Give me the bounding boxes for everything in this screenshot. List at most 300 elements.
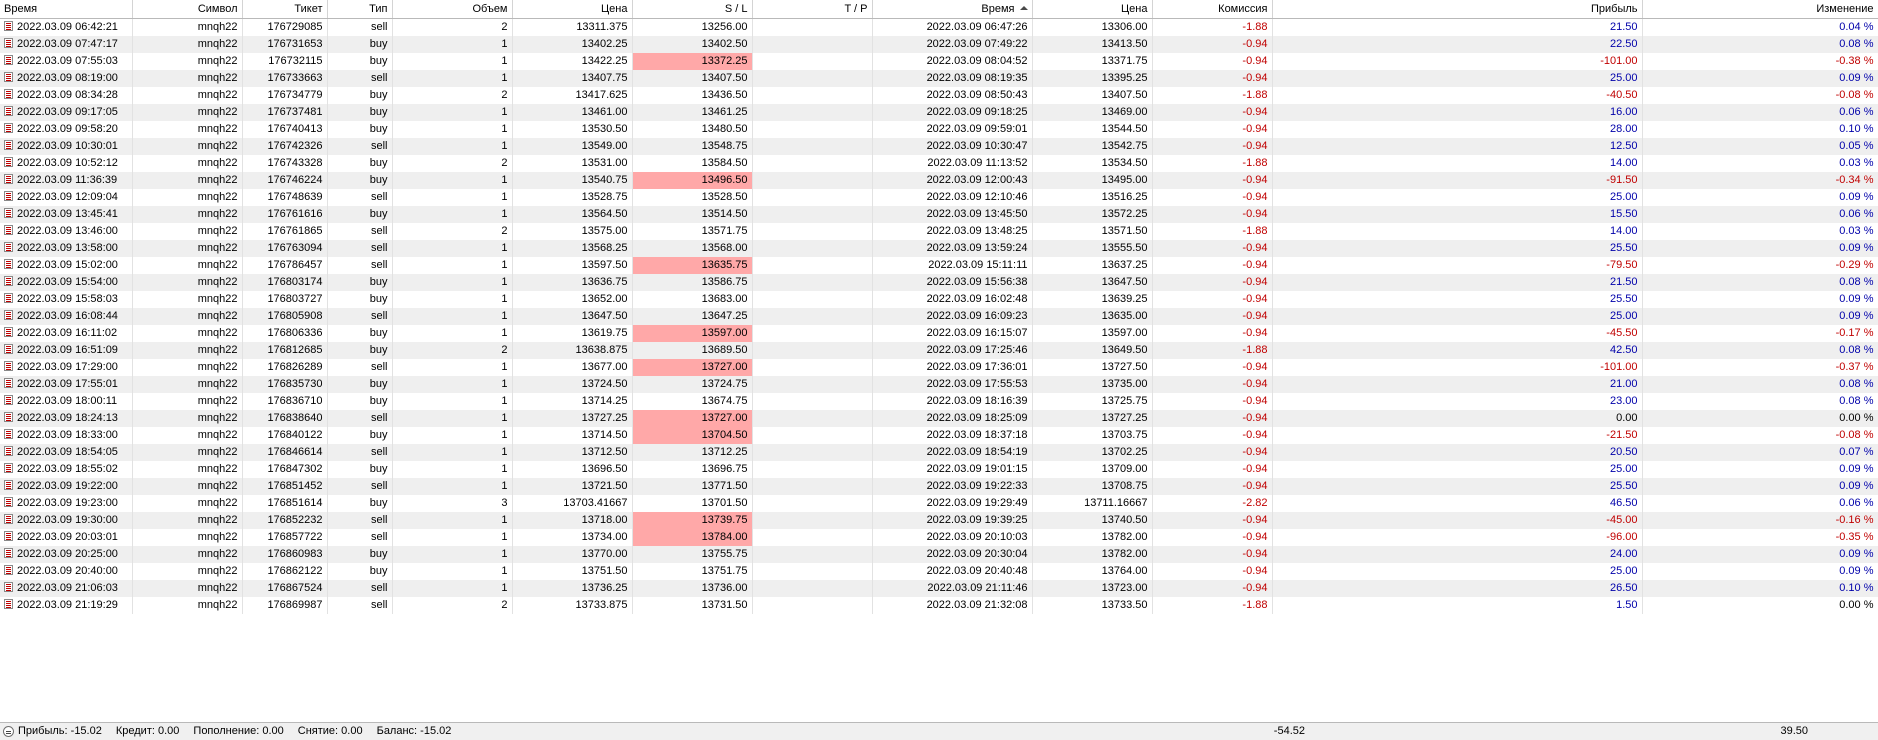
order-record-icon xyxy=(4,55,13,65)
cell-commission: -1.88 xyxy=(1152,342,1272,359)
cell-price_close: 13647.50 xyxy=(1032,274,1152,291)
table-row[interactable] xyxy=(0,495,1878,512)
cell-price_close: 13407.50 xyxy=(1032,87,1152,104)
cell-ticket: 176805908 xyxy=(242,308,327,325)
cell-type: sell xyxy=(327,18,392,36)
cell-text: 2022.03.09 19:22:00 xyxy=(17,479,118,492)
cell-type: sell xyxy=(327,597,392,614)
cell-price_close: 13637.25 xyxy=(1032,257,1152,274)
order-record-icon xyxy=(4,123,13,133)
cell-tp xyxy=(752,189,872,206)
cell-volume: 1 xyxy=(392,546,512,563)
cell-profit: 25.00 xyxy=(1272,461,1642,478)
cell-tp xyxy=(752,104,872,121)
cell-profit: 21.00 xyxy=(1272,376,1642,393)
cell-tp xyxy=(752,410,872,427)
cell-time_open xyxy=(0,206,132,223)
order-record-icon xyxy=(4,548,13,558)
table-row[interactable] xyxy=(0,478,1878,495)
cell-time_close: 2022.03.09 07:49:22 xyxy=(872,36,1032,53)
cell-time_close: 2022.03.09 09:59:01 xyxy=(872,121,1032,138)
cell-price_open: 13714.25 xyxy=(512,393,632,410)
cell-text: 2022.03.09 20:03:01 xyxy=(17,530,118,543)
table-row[interactable] xyxy=(0,410,1878,427)
cell-symbol: mnqh22 xyxy=(132,121,242,138)
order-record-icon xyxy=(4,89,13,99)
cell-ticket: 176734779 xyxy=(242,87,327,104)
cell-time_open xyxy=(0,240,132,257)
cell-ticket: 176836710 xyxy=(242,393,327,410)
cell-commission: -0.94 xyxy=(1152,138,1272,155)
cell-volume: 1 xyxy=(392,121,512,138)
cell-volume: 1 xyxy=(392,529,512,546)
cell-price_open: 13636.75 xyxy=(512,274,632,291)
cell-time_close: 2022.03.09 17:25:46 xyxy=(872,342,1032,359)
cell-price_open: 13461.00 xyxy=(512,104,632,121)
cell-volume: 1 xyxy=(392,206,512,223)
cell-time_close: 2022.03.09 06:47:26 xyxy=(872,18,1032,36)
cell-time_open xyxy=(0,546,132,563)
table-row[interactable] xyxy=(0,121,1878,138)
column-header-price_open[interactable] xyxy=(512,0,632,18)
cell-volume: 1 xyxy=(392,104,512,121)
column-header-label: Символ xyxy=(197,2,238,15)
column-header-label: T / P xyxy=(844,2,868,15)
cell-price_close: 13727.25 xyxy=(1032,410,1152,427)
order-record-icon xyxy=(4,463,13,473)
cell-change: -0.08 % xyxy=(1642,87,1878,104)
cell-price_open: 13575.00 xyxy=(512,223,632,240)
cell-time_open xyxy=(0,172,132,189)
column-header-time_close[interactable] xyxy=(872,0,1032,18)
cell-sl: 13584.50 xyxy=(632,155,752,172)
order-record-icon xyxy=(4,72,13,82)
cell-ticket: 176729085 xyxy=(242,18,327,36)
cell-type: sell xyxy=(327,223,392,240)
cell-text: 2022.03.09 13:58:00 xyxy=(17,241,118,254)
cell-commission: -0.94 xyxy=(1152,563,1272,580)
cell-sl: 13701.50 xyxy=(632,495,752,512)
cell-commission: -0.94 xyxy=(1152,291,1272,308)
cell-volume: 1 xyxy=(392,563,512,580)
cell-time_open xyxy=(0,342,132,359)
cell-text: 2022.03.09 15:58:03 xyxy=(17,292,118,305)
cell-symbol: mnqh22 xyxy=(132,563,242,580)
cell-symbol: mnqh22 xyxy=(132,427,242,444)
cell-commission: -0.94 xyxy=(1152,580,1272,597)
cell-ticket: 176740413 xyxy=(242,121,327,138)
cell-time_open xyxy=(0,308,132,325)
table-row[interactable] xyxy=(0,36,1878,53)
order-record-icon xyxy=(4,446,13,456)
cell-profit: -45.00 xyxy=(1272,512,1642,529)
cell-time_open xyxy=(0,597,132,614)
cell-commission: -0.94 xyxy=(1152,512,1272,529)
table-row[interactable] xyxy=(0,342,1878,359)
status-profit-value: -15.02 xyxy=(70,725,102,737)
cell-text: 2022.03.09 18:55:02 xyxy=(17,462,118,475)
status-withdrawal-value: 0.00 xyxy=(341,725,363,737)
cell-time_close: 2022.03.09 19:22:33 xyxy=(872,478,1032,495)
cell-tp xyxy=(752,87,872,104)
cell-time_close: 2022.03.09 12:10:46 xyxy=(872,189,1032,206)
cell-time_open xyxy=(0,104,132,121)
table-row[interactable] xyxy=(0,155,1878,172)
cell-text: 2022.03.09 10:30:01 xyxy=(17,139,118,152)
table-row[interactable] xyxy=(0,172,1878,189)
cell-text: 2022.03.09 11:36:39 xyxy=(17,173,118,186)
cell-ticket: 176838640 xyxy=(242,410,327,427)
cell-price_open: 13770.00 xyxy=(512,546,632,563)
column-header-label: Прибыль xyxy=(1590,2,1638,15)
order-record-icon xyxy=(4,174,13,184)
cell-symbol: mnqh22 xyxy=(132,461,242,478)
cell-tp xyxy=(752,308,872,325)
cell-sl: 13586.75 xyxy=(632,274,752,291)
cell-sl: 13704.50 xyxy=(632,427,752,444)
table-row[interactable] xyxy=(0,257,1878,274)
column-header-label: Время xyxy=(4,2,38,15)
cell-time_open xyxy=(0,121,132,138)
cell-price_close: 13764.00 xyxy=(1032,563,1152,580)
table-row[interactable] xyxy=(0,104,1878,121)
cell-commission: -1.88 xyxy=(1152,155,1272,172)
cell-time_open xyxy=(0,291,132,308)
table-row[interactable] xyxy=(0,359,1878,376)
cell-tp xyxy=(752,206,872,223)
order-record-icon xyxy=(4,293,13,303)
cell-symbol: mnqh22 xyxy=(132,257,242,274)
cell-ticket: 176851614 xyxy=(242,495,327,512)
cell-type: buy xyxy=(327,36,392,53)
cell-volume: 1 xyxy=(392,512,512,529)
cell-commission: -0.94 xyxy=(1152,478,1272,495)
cell-change: -0.16 % xyxy=(1642,512,1878,529)
cell-time_close: 2022.03.09 15:56:38 xyxy=(872,274,1032,291)
table-row[interactable] xyxy=(0,206,1878,223)
cell-profit: 1.50 xyxy=(1272,597,1642,614)
cell-type: sell xyxy=(327,478,392,495)
cell-type: buy xyxy=(327,393,392,410)
column-header-symbol[interactable] xyxy=(132,0,242,18)
cell-type: buy xyxy=(327,342,392,359)
cell-text: 2022.03.09 08:34:28 xyxy=(17,88,118,101)
cell-volume: 2 xyxy=(392,342,512,359)
column-header-tp[interactable] xyxy=(752,0,872,18)
column-header-price_close[interactable] xyxy=(1032,0,1152,18)
cell-time_close: 2022.03.09 19:29:49 xyxy=(872,495,1032,512)
cell-ticket: 176748639 xyxy=(242,189,327,206)
cell-symbol: mnqh22 xyxy=(132,53,242,70)
cell-type: buy xyxy=(327,53,392,70)
cell-profit: 23.00 xyxy=(1272,393,1642,410)
cell-text: 2022.03.09 13:45:41 xyxy=(17,207,118,220)
cell-change: 0.03 % xyxy=(1642,223,1878,240)
cell-ticket: 176733663 xyxy=(242,70,327,87)
cell-ticket: 176806336 xyxy=(242,325,327,342)
cell-tp xyxy=(752,478,872,495)
status-deposit xyxy=(193,723,283,740)
cell-ticket: 176746224 xyxy=(242,172,327,189)
cell-commission: -0.94 xyxy=(1152,70,1272,87)
cell-volume: 1 xyxy=(392,580,512,597)
order-record-icon xyxy=(4,259,13,269)
cell-price_close: 13723.00 xyxy=(1032,580,1152,597)
cell-time_close: 2022.03.09 18:54:19 xyxy=(872,444,1032,461)
status-withdrawal xyxy=(298,723,363,740)
column-header-volume[interactable] xyxy=(392,0,512,18)
cell-profit: -21.50 xyxy=(1272,427,1642,444)
cell-tp xyxy=(752,291,872,308)
cell-type: buy xyxy=(327,427,392,444)
cell-volume: 1 xyxy=(392,478,512,495)
cell-profit: 0.00 xyxy=(1272,410,1642,427)
cell-price_close: 13306.00 xyxy=(1032,18,1152,36)
cell-text: 2022.03.09 21:19:29 xyxy=(17,598,118,611)
cell-ticket: 176835730 xyxy=(242,376,327,393)
cell-text: 2022.03.09 16:11:02 xyxy=(17,326,118,339)
cell-ticket: 176852232 xyxy=(242,512,327,529)
cell-price_close: 13395.25 xyxy=(1032,70,1152,87)
cell-change: 0.05 % xyxy=(1642,138,1878,155)
cell-commission: -0.94 xyxy=(1152,308,1272,325)
table-row[interactable] xyxy=(0,376,1878,393)
cell-ticket: 176803727 xyxy=(242,291,327,308)
cell-change: 0.08 % xyxy=(1642,342,1878,359)
cell-change: 0.06 % xyxy=(1642,104,1878,121)
cell-tp xyxy=(752,427,872,444)
cell-tp xyxy=(752,563,872,580)
cell-time_open xyxy=(0,18,132,36)
cell-time_open xyxy=(0,393,132,410)
cell-sl: 13712.25 xyxy=(632,444,752,461)
table-row[interactable] xyxy=(0,393,1878,410)
cell-sl: 13571.75 xyxy=(632,223,752,240)
cell-time_open xyxy=(0,274,132,291)
cell-price_open: 13712.50 xyxy=(512,444,632,461)
table-row[interactable] xyxy=(0,325,1878,342)
cell-commission: -0.94 xyxy=(1152,274,1272,291)
cell-type: sell xyxy=(327,359,392,376)
table-row[interactable] xyxy=(0,274,1878,291)
cell-symbol: mnqh22 xyxy=(132,376,242,393)
cell-symbol: mnqh22 xyxy=(132,172,242,189)
cell-price_open: 13647.50 xyxy=(512,308,632,325)
cell-profit: 24.00 xyxy=(1272,546,1642,563)
cell-price_close: 13735.00 xyxy=(1032,376,1152,393)
column-header-ticket[interactable] xyxy=(242,0,327,18)
order-record-icon xyxy=(4,565,13,575)
table-row[interactable] xyxy=(0,444,1878,461)
cell-tp xyxy=(752,376,872,393)
cell-text: 2022.03.09 19:30:00 xyxy=(17,513,118,526)
cell-time_close: 2022.03.09 08:19:35 xyxy=(872,70,1032,87)
cell-time_open xyxy=(0,70,132,87)
column-header-time_open[interactable] xyxy=(0,0,132,18)
cell-time_open xyxy=(0,529,132,546)
cell-volume: 2 xyxy=(392,223,512,240)
cell-sl: 13372.25 xyxy=(632,53,752,70)
cell-text: 2022.03.09 18:54:05 xyxy=(17,445,118,458)
cell-text: 2022.03.09 08:19:00 xyxy=(17,71,118,84)
cell-change: 0.08 % xyxy=(1642,393,1878,410)
cell-type: buy xyxy=(327,104,392,121)
cell-price_open: 13549.00 xyxy=(512,138,632,155)
table-body[interactable] xyxy=(0,18,1878,614)
cell-volume: 2 xyxy=(392,155,512,172)
table-row[interactable] xyxy=(0,597,1878,614)
cell-type: sell xyxy=(327,138,392,155)
cell-volume: 1 xyxy=(392,257,512,274)
table-row[interactable] xyxy=(0,70,1878,87)
cell-time_close: 2022.03.09 19:39:25 xyxy=(872,512,1032,529)
cell-sl: 13727.00 xyxy=(632,359,752,376)
cell-time_close: 2022.03.09 16:15:07 xyxy=(872,325,1032,342)
cell-symbol: mnqh22 xyxy=(132,18,242,36)
cell-sl: 13689.50 xyxy=(632,342,752,359)
cell-price_close: 13555.50 xyxy=(1032,240,1152,257)
cell-price_open: 13311.375 xyxy=(512,18,632,36)
cell-commission: -1.88 xyxy=(1152,597,1272,614)
cell-profit: -45.50 xyxy=(1272,325,1642,342)
cell-time_close: 2022.03.09 11:13:52 xyxy=(872,155,1032,172)
cell-ticket: 176742326 xyxy=(242,138,327,155)
cell-type: sell xyxy=(327,580,392,597)
cell-sl: 13771.50 xyxy=(632,478,752,495)
cell-time_close: 2022.03.09 18:25:09 xyxy=(872,410,1032,427)
table-row[interactable] xyxy=(0,240,1878,257)
cell-sl: 13461.25 xyxy=(632,104,752,121)
table-row[interactable] xyxy=(0,546,1878,563)
order-record-icon xyxy=(4,395,13,405)
table-row[interactable] xyxy=(0,223,1878,240)
cell-sl: 13647.25 xyxy=(632,308,752,325)
cell-tp xyxy=(752,461,872,478)
table-row[interactable] xyxy=(0,563,1878,580)
column-header-type[interactable] xyxy=(327,0,392,18)
table-row[interactable] xyxy=(0,529,1878,546)
cell-symbol: mnqh22 xyxy=(132,308,242,325)
cell-price_open: 13530.50 xyxy=(512,121,632,138)
cell-text: 2022.03.09 17:55:01 xyxy=(17,377,118,390)
cell-symbol: mnqh22 xyxy=(132,189,242,206)
cell-change: 0.00 % xyxy=(1642,597,1878,614)
table-row[interactable] xyxy=(0,138,1878,155)
cell-change: 0.09 % xyxy=(1642,70,1878,87)
cell-profit: 16.00 xyxy=(1272,104,1642,121)
cell-time_close: 2022.03.09 21:32:08 xyxy=(872,597,1032,614)
order-record-icon xyxy=(4,327,13,337)
cell-text: 2022.03.09 09:17:05 xyxy=(17,105,118,118)
cell-profit: -101.00 xyxy=(1272,53,1642,70)
cell-price_open: 13733.875 xyxy=(512,597,632,614)
table-header-row[interactable] xyxy=(0,0,1878,18)
cell-type: buy xyxy=(327,87,392,104)
cell-time_open xyxy=(0,563,132,580)
cell-price_open: 13652.00 xyxy=(512,291,632,308)
cell-type: buy xyxy=(327,495,392,512)
cell-ticket: 176857722 xyxy=(242,529,327,546)
table-row[interactable] xyxy=(0,189,1878,206)
cell-change: 0.09 % xyxy=(1642,461,1878,478)
cell-profit: -79.50 xyxy=(1272,257,1642,274)
column-header-commission[interactable] xyxy=(1152,0,1272,18)
table-row[interactable] xyxy=(0,87,1878,104)
cell-text: 2022.03.09 15:02:00 xyxy=(17,258,118,271)
cell-profit: 15.50 xyxy=(1272,206,1642,223)
cell-time_open xyxy=(0,359,132,376)
cell-price_close: 13469.00 xyxy=(1032,104,1152,121)
cell-sl: 13597.00 xyxy=(632,325,752,342)
order-record-icon xyxy=(4,378,13,388)
table-row[interactable] xyxy=(0,291,1878,308)
table-row[interactable] xyxy=(0,512,1878,529)
cell-price_close: 13635.00 xyxy=(1032,308,1152,325)
table-row[interactable] xyxy=(0,427,1878,444)
table-row[interactable] xyxy=(0,18,1878,36)
cell-time_open xyxy=(0,461,132,478)
cell-tp xyxy=(752,240,872,257)
cell-ticket: 176826289 xyxy=(242,359,327,376)
column-header-profit[interactable] xyxy=(1272,0,1642,18)
cell-commission: -0.94 xyxy=(1152,393,1272,410)
cell-volume: 1 xyxy=(392,376,512,393)
cell-text: 2022.03.09 18:24:13 xyxy=(17,411,118,424)
cell-sl: 13736.00 xyxy=(632,580,752,597)
cell-commission: -1.88 xyxy=(1152,223,1272,240)
cell-change: 0.08 % xyxy=(1642,376,1878,393)
cell-change: 0.10 % xyxy=(1642,580,1878,597)
cell-volume: 1 xyxy=(392,274,512,291)
cell-text: 2022.03.09 18:00:11 xyxy=(17,394,118,407)
cell-sl: 13402.50 xyxy=(632,36,752,53)
cell-tp xyxy=(752,529,872,546)
table-row[interactable] xyxy=(0,580,1878,597)
table-row[interactable] xyxy=(0,308,1878,325)
cell-commission: -0.94 xyxy=(1152,121,1272,138)
cell-volume: 1 xyxy=(392,461,512,478)
cell-time_open xyxy=(0,53,132,70)
cell-profit: 25.00 xyxy=(1272,308,1642,325)
cell-price_open: 13528.75 xyxy=(512,189,632,206)
cell-profit: -101.00 xyxy=(1272,359,1642,376)
column-header-sl[interactable] xyxy=(632,0,752,18)
cell-symbol: mnqh22 xyxy=(132,512,242,529)
cell-ticket: 176860983 xyxy=(242,546,327,563)
cell-change: 0.09 % xyxy=(1642,478,1878,495)
cell-sl: 13674.75 xyxy=(632,393,752,410)
cell-text: 2022.03.09 16:08:44 xyxy=(17,309,118,322)
cell-sl: 13514.50 xyxy=(632,206,752,223)
column-header-change[interactable] xyxy=(1642,0,1878,18)
cell-sl: 13496.50 xyxy=(632,172,752,189)
table-row[interactable] xyxy=(0,53,1878,70)
table-row[interactable] xyxy=(0,461,1878,478)
order-record-icon xyxy=(4,106,13,116)
cell-price_open: 13638.875 xyxy=(512,342,632,359)
cell-price_close: 13782.00 xyxy=(1032,546,1152,563)
cell-profit: 21.50 xyxy=(1272,274,1642,291)
cell-change: -0.37 % xyxy=(1642,359,1878,376)
cell-change: 0.09 % xyxy=(1642,291,1878,308)
cell-tp xyxy=(752,359,872,376)
cell-type: buy xyxy=(327,172,392,189)
column-header-label: Комиссия xyxy=(1218,2,1268,15)
cell-price_open: 13718.00 xyxy=(512,512,632,529)
cell-text: 2022.03.09 20:25:00 xyxy=(17,547,118,560)
cell-change: 0.09 % xyxy=(1642,546,1878,563)
cell-sl: 13751.75 xyxy=(632,563,752,580)
